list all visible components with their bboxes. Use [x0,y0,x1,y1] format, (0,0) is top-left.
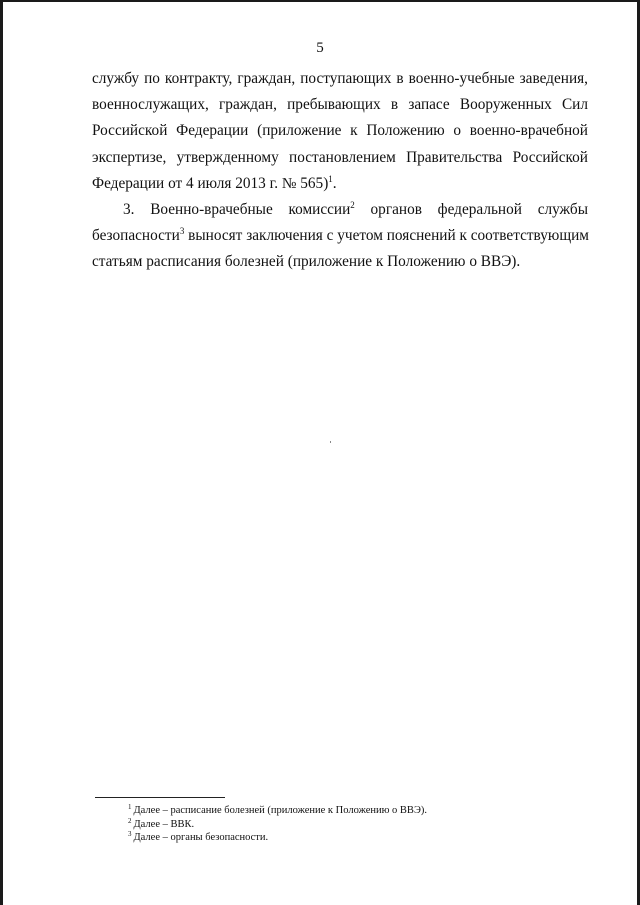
paragraph-line [92,223,588,249]
paragraph-3 [92,197,588,276]
paragraph-text: безопасности [92,227,180,245]
paragraph-line: экспертизе, утвержденному постановлением Правительства Российской [92,148,588,166]
footnote-number: 2 [128,816,132,825]
paragraph-continuation [92,66,588,197]
paragraph-end: . [332,174,337,192]
scan-border-left [0,0,3,905]
scan-speck [330,441,331,443]
footnote-ref-2: 2 [350,200,355,210]
paragraph-text: Военно-врачебные комиссии [150,201,351,218]
footnote-number: 3 [128,830,132,838]
footnote [128,804,588,818]
paragraph-text: органов федеральной службы [370,201,588,218]
paragraph-line: статьям расписания болезней (приложение к Положению о ВВЭ). [92,253,521,271]
paragraph-line: военнослужащих, граждан, пребывающих в запасе Вооруженных Сил [92,96,588,114]
paragraph-number: 3. [123,201,135,218]
paragraph-line: службу по контракту, граждан, поступающих в военно-учебные заведения, [92,70,588,87]
page-number: 5 [316,40,324,56]
footnote [128,831,588,845]
scan-border-top [0,0,640,2]
paragraph-line: Российской Федерации (приложение к Положению о военно-врачебной [92,122,588,140]
footnote-text: Далее – ВВК. [133,818,195,830]
footnote-text: Далее – органы безопасности. [133,832,269,843]
footnotes [128,804,588,845]
paragraph-text: выносят заключения с учетом пояснений к соответствующим [188,227,589,245]
footnote-separator [95,797,225,798]
footnote-ref-3: 3 [179,226,185,237]
footnote-number: 1 [128,803,132,811]
footnote-text: Далее – расписание болезней (приложение к Положению о ВВЭ). [133,805,427,816]
footnote [128,818,588,832]
footnote-ref-1: 1 [328,173,333,184]
paragraph-line [92,197,588,223]
paragraph-line-text: Федерации от 4 июля 2013 г. № 565) [92,174,329,192]
paragraph-line [92,171,588,197]
